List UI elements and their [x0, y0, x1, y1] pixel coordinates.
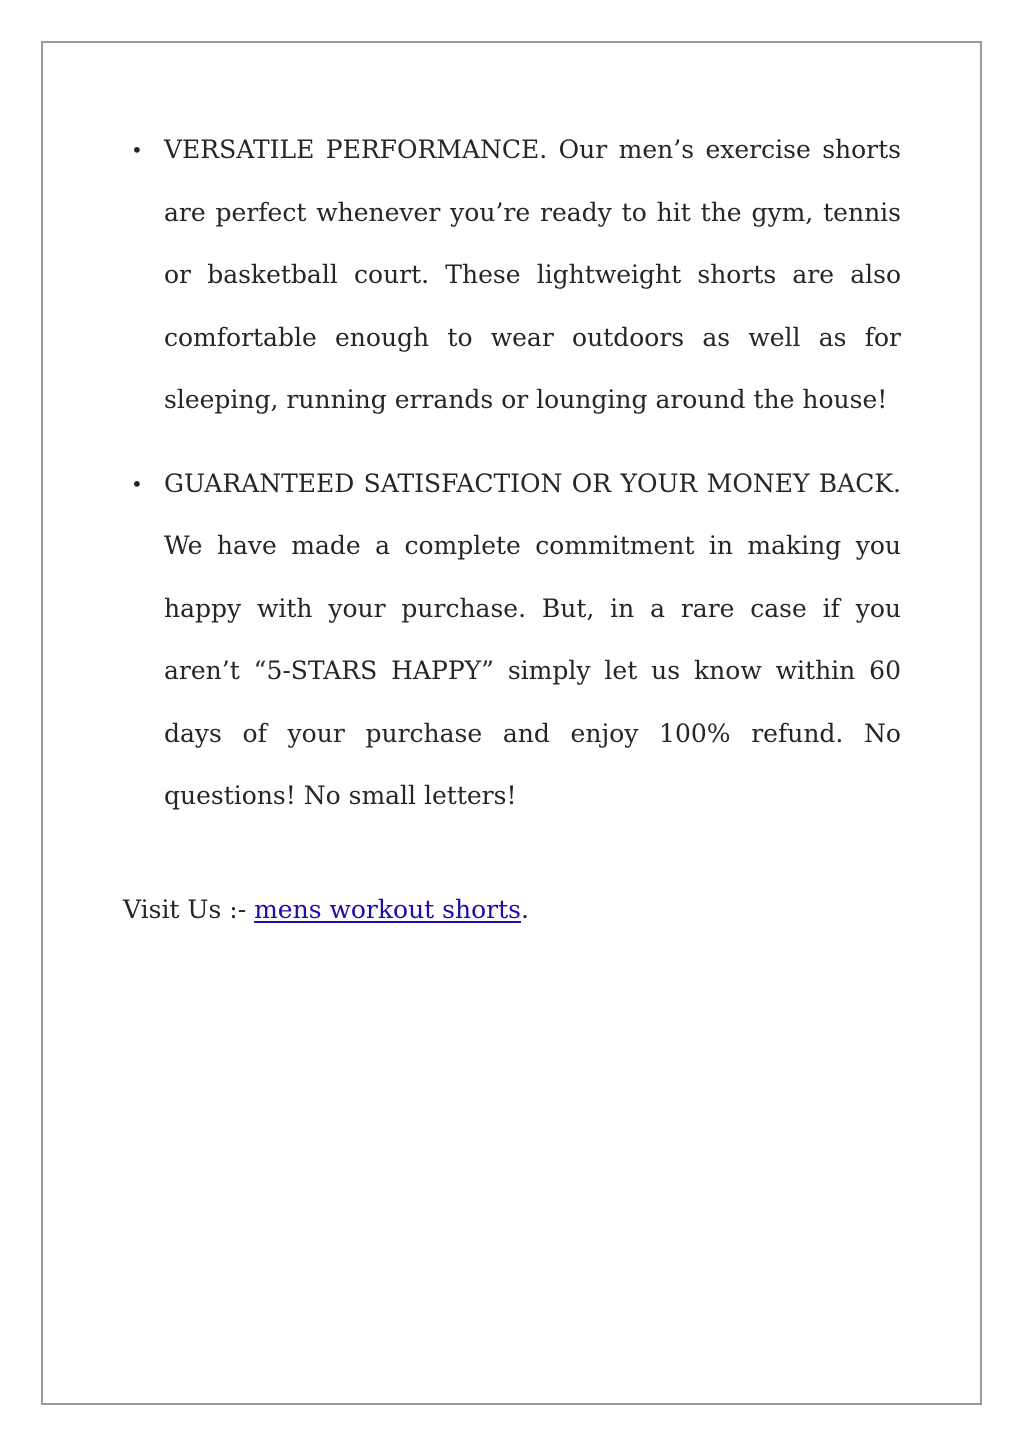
document-content	[123, 119, 901, 930]
visit-prefix: Visit Us :-	[123, 894, 255, 924]
bullet-text: GUARANTEED SATISFACTION OR YOUR MONEY BACK. We have made a complete commitment in making you happy with your purchase. But, in a rare case if you aren’t “5-STARS HAPPY” simply let us know within 60 days of your purchase and enjoy 100% refund. No questions! No small letters!	[164, 468, 901, 810]
bullet-item-versatile-performance	[123, 119, 901, 432]
bullet-item-guaranteed-satisfaction	[123, 453, 901, 828]
bullet-text: VERSATILE PERFORMANCE. Our men’s exercise shorts are perfect whenever you’re ready to hit the gym, tennis or basketball court. These lightweight shorts are also comfortable enough to wear outdoors as well as for sleeping, running errands or lounging around the house!	[164, 135, 901, 414]
document-page	[41, 41, 982, 1405]
mens-workout-shorts-link[interactable]: mens workout shorts	[254, 894, 521, 924]
visit-suffix: .	[520, 894, 529, 924]
bullet-marker: •	[131, 471, 143, 496]
feature-bullet-list	[123, 119, 901, 828]
visit-us-line	[123, 890, 901, 930]
bullet-marker: •	[131, 138, 143, 162]
